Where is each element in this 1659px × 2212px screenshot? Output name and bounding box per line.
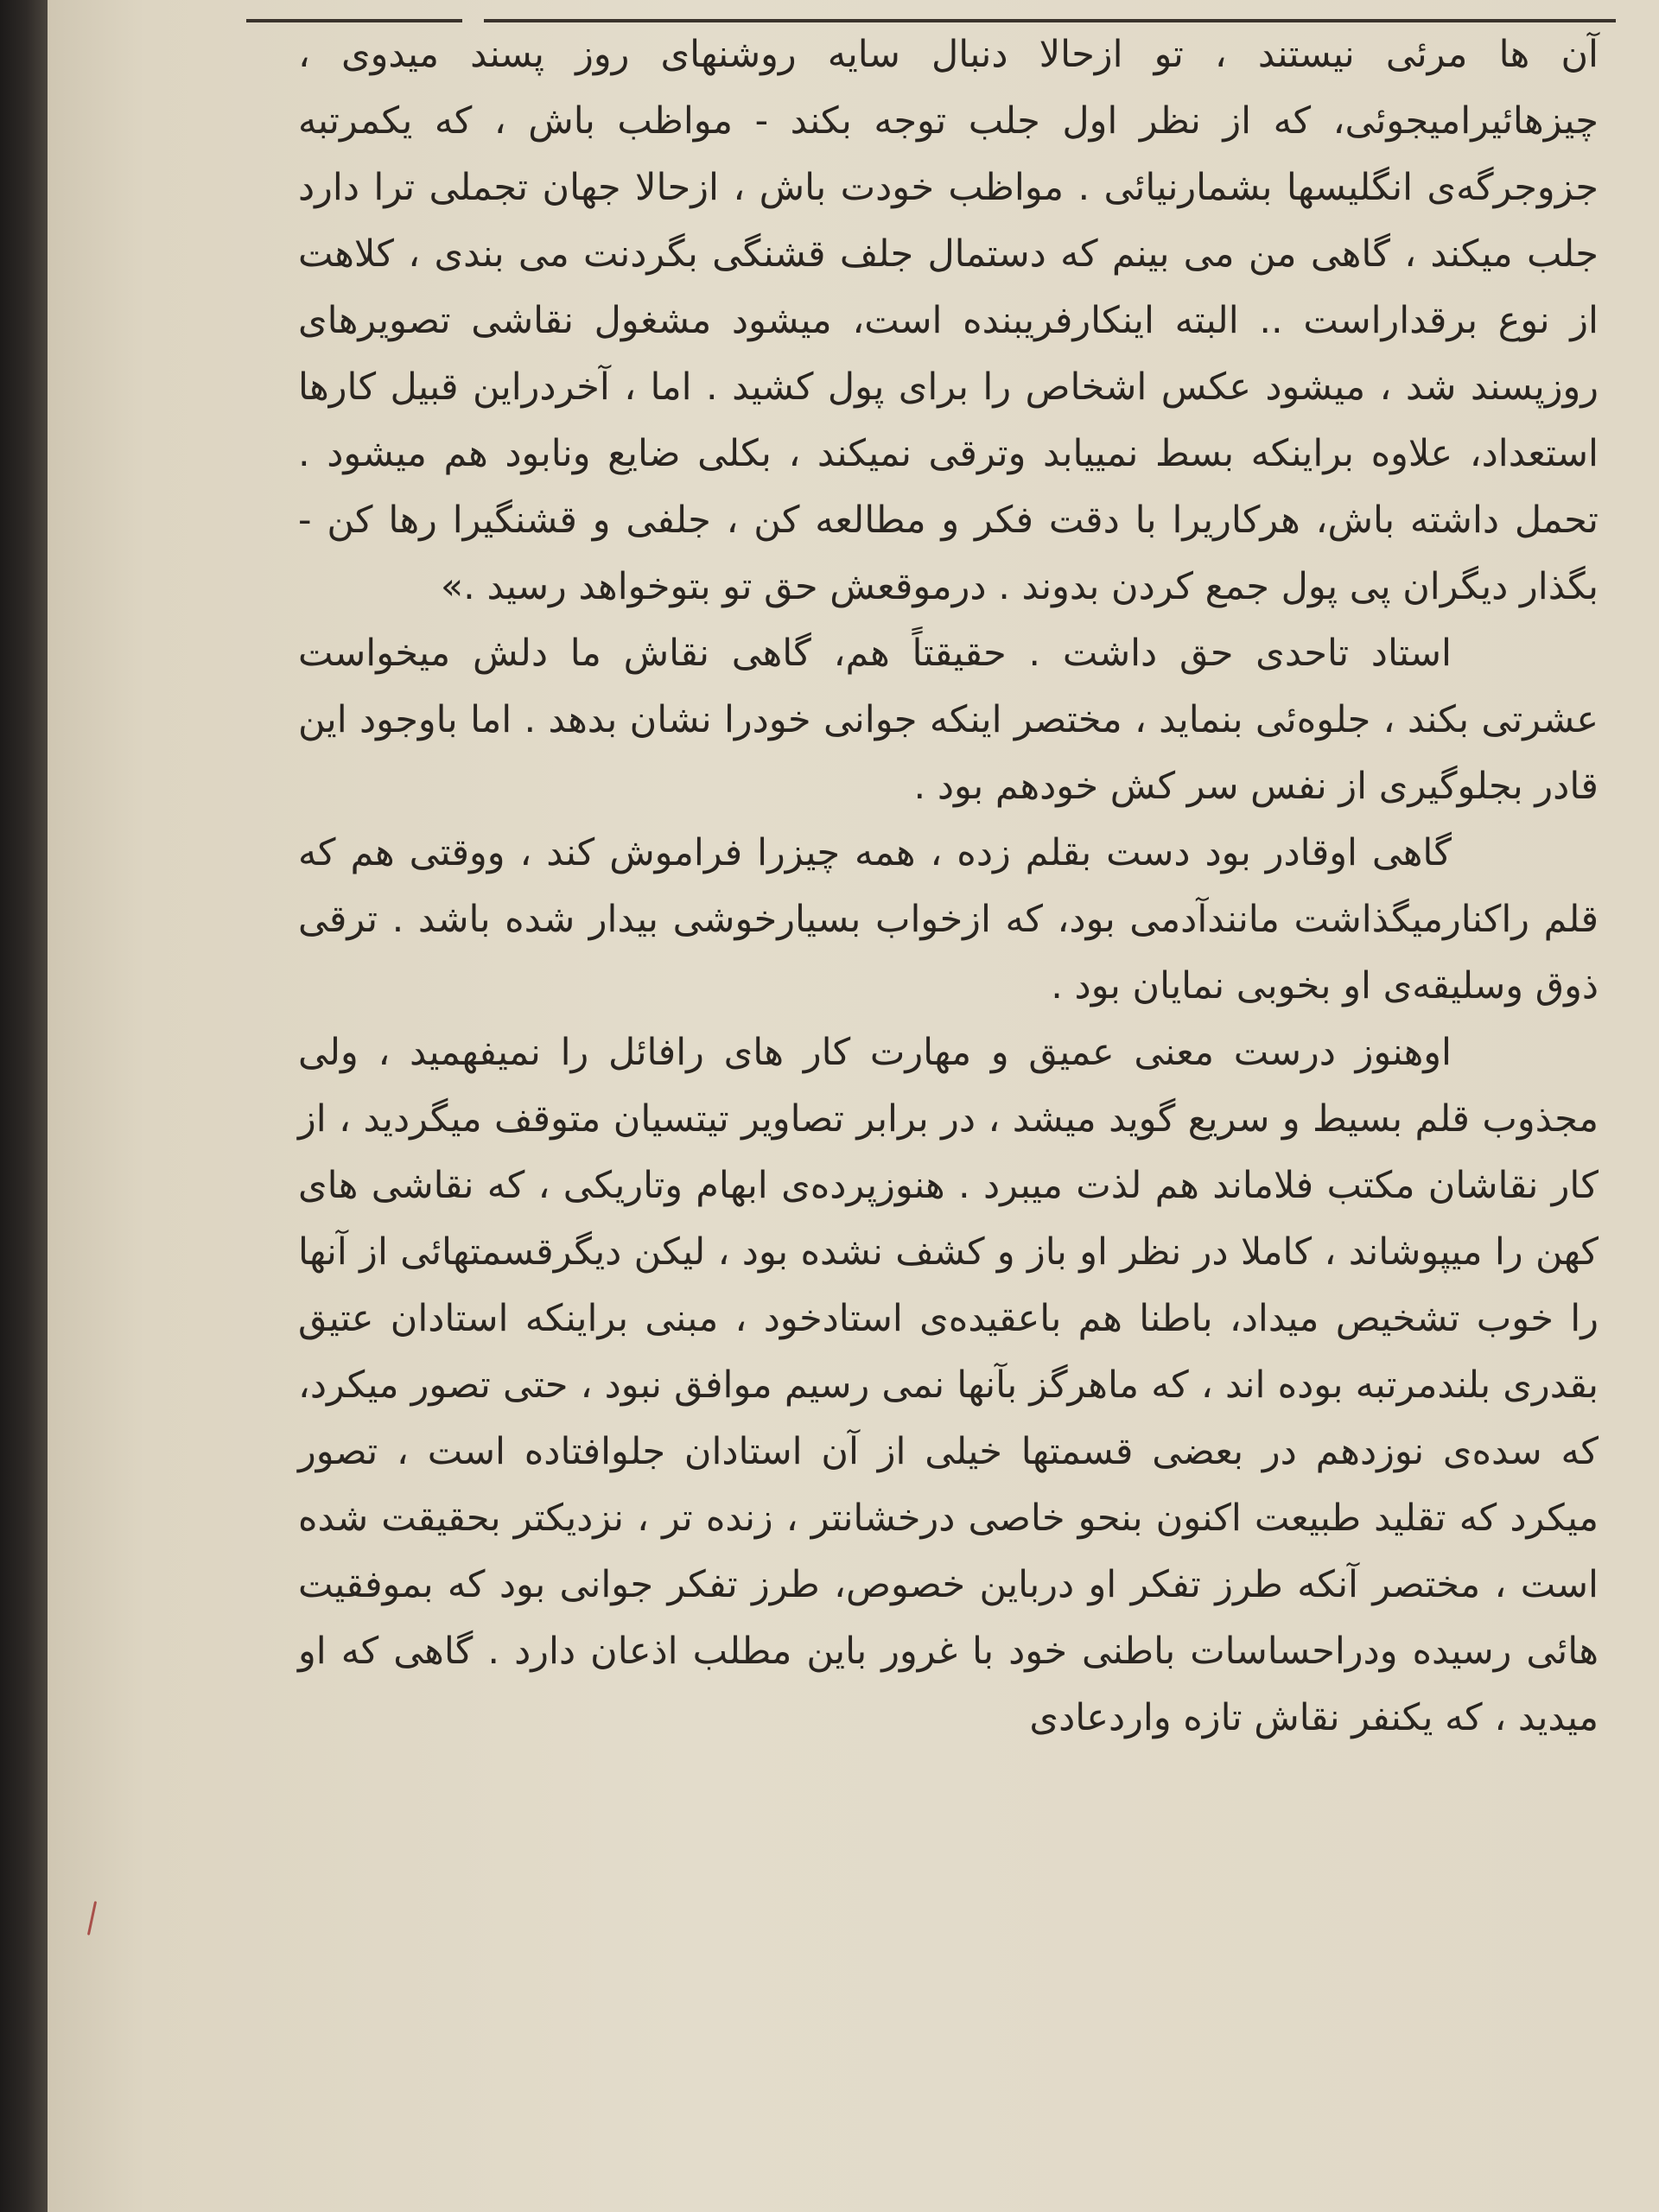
margin-pen-mark <box>87 1901 97 1936</box>
paragraph-1: آن ها مرئی نیستند ، تو ازحالا دنبال سایه روشنهای روز پسند میدوی ، چیزهائیرامیجوئی، که از نظر اول جلب توجه بکند - مواظب باش ، که یکمرتبه جزوجرگه‌ی انگلیسها بشمارنیائی . مواظب خودت باش ، ازحالا جهان تجملی ترا دارد جلب میکند ، گاهی من می بینم که دستمال جلف قشنگی بگردنت می بندی ، کلاهت از نوع برقداراست .. البته اینکارفریبنده است، میشود مشغول نقاشی تصویرهای روزپسند شد ، میشود عکس اشخاص را برای پول کشید . اما ، آخردراین قبیل کارها استعداد، علاوه براینکه بسط نمییابد وترقی نمیکند ، بکلی ضایع ونابود هم میشود . تحمل داشته باش، هرکاریرا با دقت فکر و مطالعه کن ، جلفی و قشنگیرا رها کن - بگذار دیگران پی پول جمع کردن بدوند . درموقعش حق تو بتوخواهد رسید .» <box>298 33 1599 608</box>
book-page <box>48 0 1659 2212</box>
running-header <box>566 0 1344 14</box>
paragraph-3: گاهی اوقادر بود دست بقلم زده ، همه چیزرا فراموش کند ، ووقتی هم که قلم راکنارمیگذاشت مانندآدمی بود، که ازخواب بسیارخوشی بیدار شده باشد . ترقی ذوق وسلیقه‌ی او بخوبی نمایان بود . <box>298 831 1599 1007</box>
paragraph-2: استاد تاحدی حق داشت . حقیقتاً هم، گاهی نقاش ما دلش میخواست عشرتی بکند ، جلوه‌ئی بنماید ، مختصر اینکه جوانی خودرا نشان بدهد . اما باوجود این قادر بجلوگیری از نفس سر کش خودهم بود . <box>298 632 1599 808</box>
body-text <box>298 22 1599 1751</box>
book-spine <box>0 0 48 2212</box>
paragraph-4: اوهنوز درست معنی عمیق و مهارت کار های رافائل را نمیفهمید ، ولی مجذوب قلم بسیط و سریع گوید میشد ، در برابر تصاویر تیتسیان متوقف میگردید ، از کار نقاشان مکتب فلاماند هم لذت میبرد . هنوزپرده‌ی ابهام وتاریکی ، که نقاشی های کهن را میپوشاند ، کاملا در نظر او باز و کشف نشده بود ، لیکن دیگرقسمتهائی از آنها را خوب تشخیص میداد، باطنا هم باعقیده‌ی استادخود ، مبنی براینکه استادان عتیق بقدری بلندمرتبه بوده اند ، که ماهرگز بآنها نمی رسیم موافق نبود ، حتی تصور میکرد، که سده‌ی نوزدهم در بعضی قسمتها خیلی از آن استادان جلوافتاده است ، تصور میکرد که تقلید طبیعت اکنون بنحو خاصی درخشانتر ، زنده تر ، نزدیکتر بحقیقت شده است ، مختصر آنکه طرز تفکر او درباین خصوص، طرز تفکر جوانی بود که بموفقیت هائی رسیده ودراحساسات باطنی خود با غرور باین مطلب اذعان دارد . گاهی که او میدید ، که یکنفر نقاش تازه واردعادی <box>298 1031 1599 1739</box>
